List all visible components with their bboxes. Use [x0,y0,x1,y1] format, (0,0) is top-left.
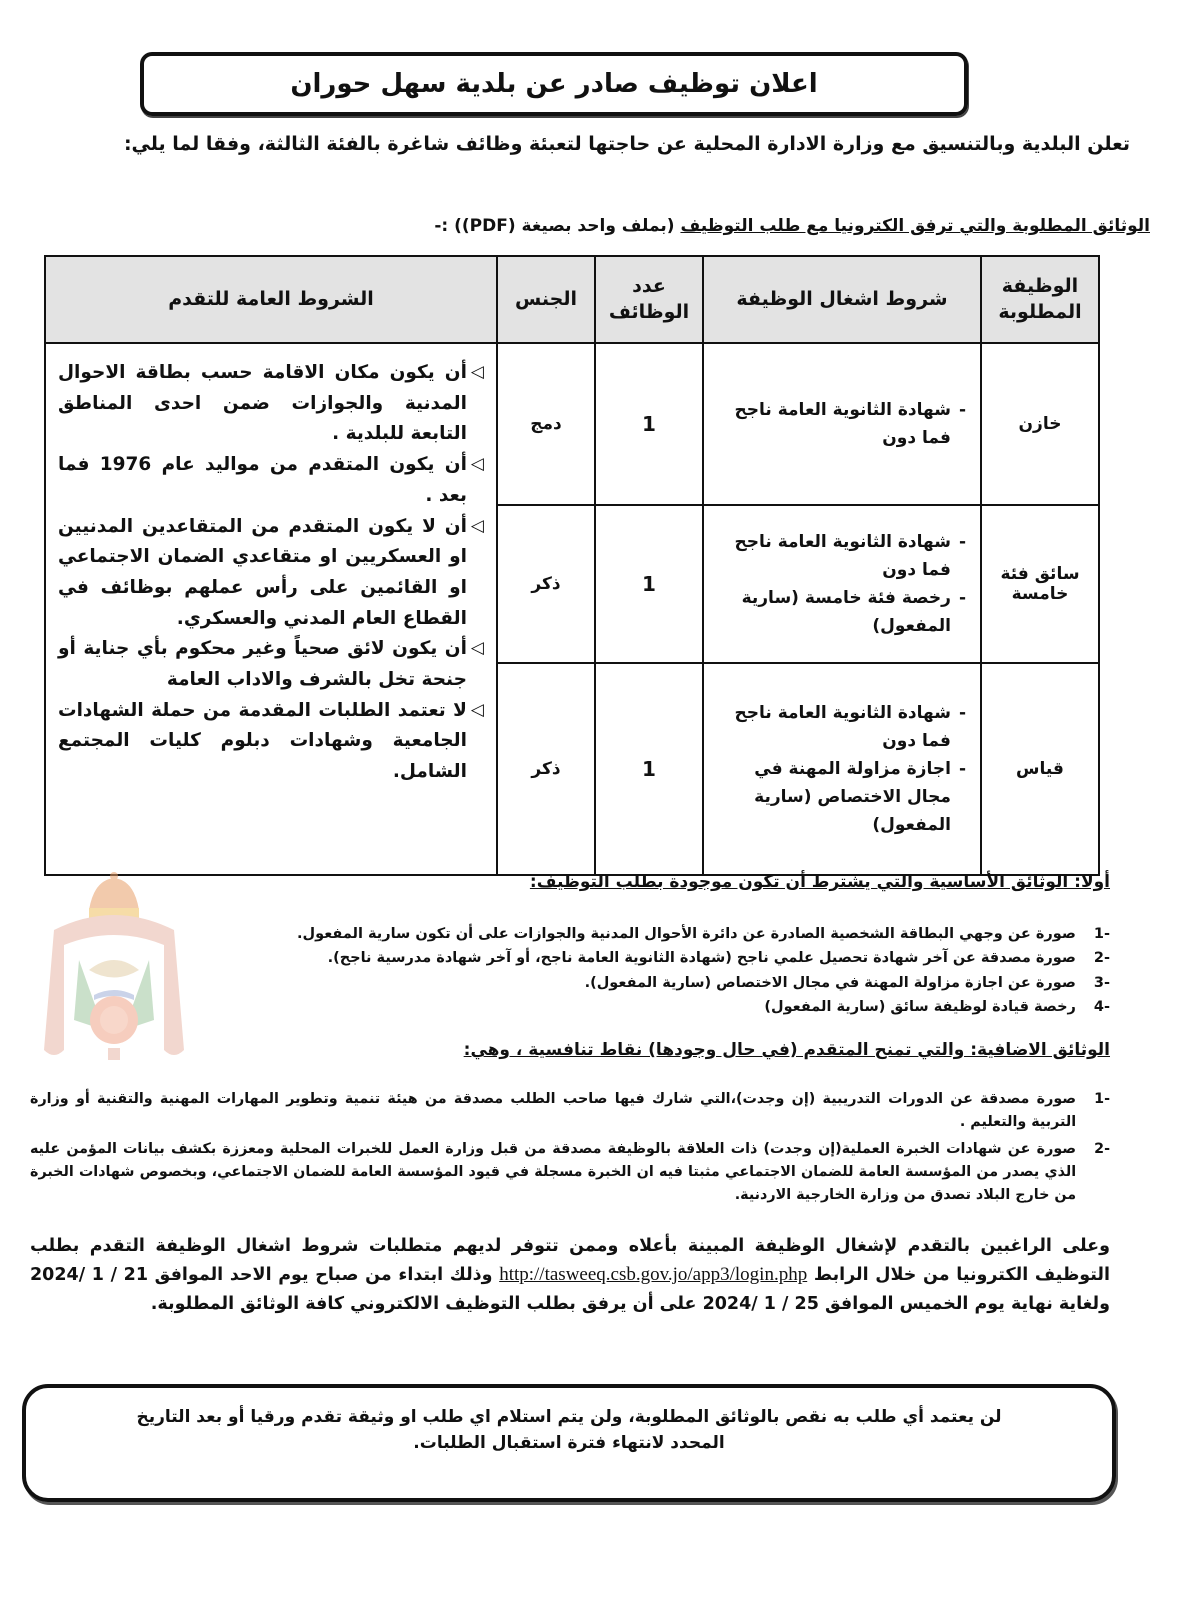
arrow-bullet-icon: ◁ [470,454,484,475]
page-title: اعلان توظيف صادر عن بلدية سهل حوران [290,69,818,99]
header-general-conditions: الشروط العامة للتقدم [45,256,497,343]
job-gender: دمج [497,343,595,505]
job-title: خازن [981,343,1099,505]
job-requirements [703,505,981,663]
header-job: الوظيفة المطلوبة [981,256,1099,343]
basic-documents-heading: أولا: الوثائق الأساسية والتي يشترط أن تكون موجودة بطلب التوظيف: [529,872,1110,892]
basic-documents-list [210,922,1110,1019]
list-item: -1 صورة عن وجهي البطاقة الشخصية الصادرة عن دائرة الأحوال المدنية والجوازات على أن تكون سارية المفعول. [297,926,1110,942]
notice-text: لن يعتمد أي طلب به نقص بالوثائق المطلوبة، ولن يتم استلام اي طلب او وثيقة تقدم ورقيا أو بعد التاريخ المحدد لانتهاء فترة استقبال الطلبات. [136,1407,1002,1454]
condition-item: ◁ أن يكون مكان الاقامة حسب بطاقة الاحوال المدنية والجوازات ضمن احدى المناطق التابعة للبلدية . [58,358,484,450]
requirement-item: - شهادة الثانوية العامة ناجح فما دون [734,531,966,580]
job-title: قياس [981,663,1099,875]
additional-documents-list [30,1088,1110,1210]
requirement-item: - شهادة الثانوية العامة ناجح فما دون [734,702,966,751]
notice-box [22,1384,1116,1502]
requirement-item: - شهادة الثانوية العامة ناجح فما دون [734,399,966,448]
job-requirements [703,663,981,875]
arrow-bullet-icon: ◁ [470,638,484,659]
table-row [45,343,1099,505]
general-conditions [45,343,497,875]
required-documents-heading [50,216,1150,236]
job-title: سائق فئة خامسة [981,505,1099,663]
list-item: -3 صورة عن اجازة مزاولة المهنة في مجال الاختصاص (سارية المفعول). [584,974,1110,991]
condition-item: ◁ أن يكون المتقدم من مواليد عام 1976 فما بعد . [58,450,484,511]
arrow-bullet-icon: ◁ [470,362,484,382]
list-item: -2 صورة عن شهادات الخبرة العملية(إن وجدت) ذات العلاقة بالوظيفة مصدقة من قبل وزارة العمل للخبرات المحلية ومعززة بكشف بيانات المؤمن عليه الذي يصدر من المؤسسة العامة للضمان الاجتماعي مثبتا فيه ان الخبرة مسجلة في قيود المؤسسة العامة للضمان الاجتماعي، وبخصوص شهادات الخبرة من خارج البلاد تصدق من وزارة الخارجية الاردنية. [30,1140,1110,1203]
header-requirements: شروط اشغال الوظيفة [703,256,981,343]
list-item: -1 صورة مصدقة عن الدورات التدريبية (إن وجدت)،التي شارك فيها صاحب الطلب مصدقة من هيئة تنمية وتطوير المهارات المهنية والتقنية أو وزارة التربية والتعليم . [30,1091,1110,1130]
job-count: 1 [595,663,703,875]
application-instructions: وعلى الراغبين بالتقدم لإشغال الوظيفة المبينة بأعلاه وممن تتوفر لديهم متطلبات شروط اشغال الوظيفة التقدم بطلب التوظيف الكترونيا من خلال الرابط http://tasweeq.csb.gov.jo/app3/login.php وذلك ابتداء من صباح يوم الاحد الموافق 21 / 1 /2024 ولغاية نهاية يوم الخميس الموافق 25 / 1 /2024 على أن يرفق بطلب التوظيف الالكتروني كافة الوثائق المطلوبة. [30,1236,1110,1315]
condition-item: ◁ أن يكون لائق صحياً وغير محكوم بأي جناية أو جنحة تخل بالشرف والاداب العامة [58,634,484,695]
condition-item: ◁ لا تعتمد الطلبات المقدمة من حملة الشهادات الجامعية وشهادات دبلوم كليات المجتمع الشامل. [58,696,484,788]
table-header-row [45,256,1099,343]
requirement-item: - رخصة فئة خامسة (سارية المفعول) [741,588,966,637]
application-link[interactable]: http://tasweeq.csb.gov.jo/app3/login.php [499,1264,808,1285]
header-count: عدد الوظائف [595,256,703,343]
job-count: 1 [595,505,703,663]
intro-paragraph: تعلن البلدية وبالتنسيق مع وزارة الادارة المحلية عن حاجتها لتعبئة وظائف شاغرة بالفئة الثالثة، وفقا لما يلي: [123,133,1130,155]
list-item: -2 صورة مصدقة عن آخر شهادة تحصيل علمي ناجح (شهادة الثانوية العامة ناجح، أو آخر شهادة مدرسية ناجح). [327,950,1110,967]
arrow-bullet-icon: ◁ [470,515,484,536]
condition-item: ◁ أن لا يكون المتقدم من المتقاعدين المدنيين او العسكريين او متقاعدي الضمان الاجتماعي او القائمين على رأس عملهم بوظائف في القطاع العام المدني والعسكري. [58,512,484,635]
requirement-item: - اجازة مزاولة المهنة في مجال الاختصاص (سارية المفعول) [754,758,966,836]
additional-documents-heading: الوثائق الاضافية: والتي تمنح المتقدم (في حال وجودها) نقاط تنافسية ، وهي: [463,1040,1110,1060]
job-gender: ذكر [497,505,595,663]
jordan-coat-of-arms-icon [34,870,194,1070]
job-gender: ذكر [497,663,595,875]
job-count: 1 [595,343,703,505]
list-item: -4 رخصة قيادة لوظيفة سائق (سارية المفعول) [764,999,1110,1016]
jobs-table [44,255,1100,876]
required-documents-heading-underlined: الوثائق المطلوبة والتي ترفق الكترونيا مع طلب التوظيف [680,216,1150,236]
arrow-bullet-icon: ◁ [470,699,484,720]
title-box [140,52,968,116]
header-gender: الجنس [497,256,595,343]
required-documents-heading-rest: (بملف واحد بصيغة (PDF)) :- [434,216,681,236]
job-requirements [703,343,981,505]
